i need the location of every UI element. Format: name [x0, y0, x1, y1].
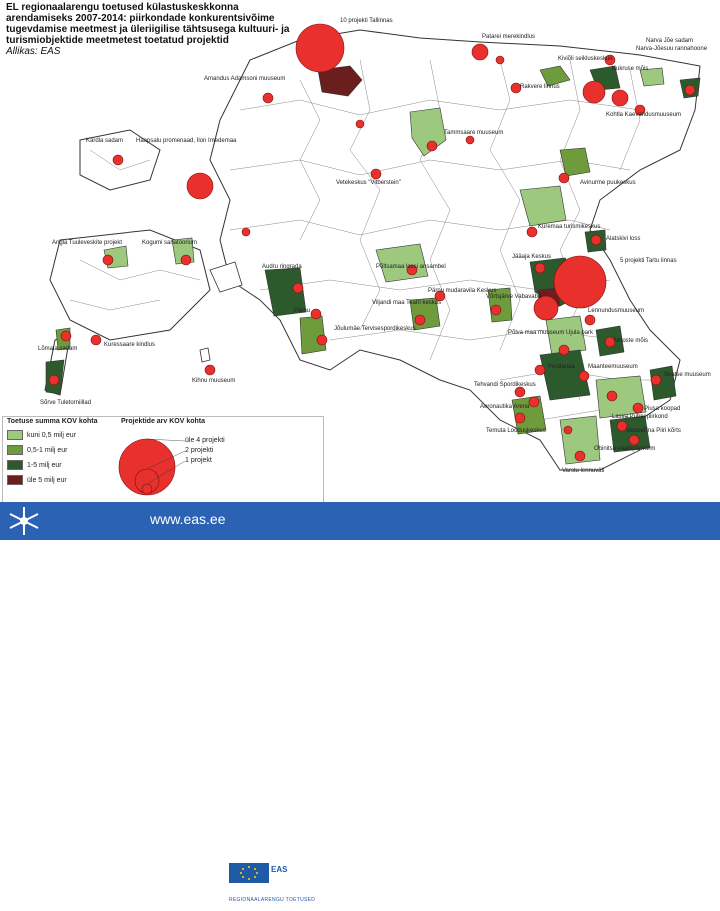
label-piusa: Piusa koopad [644, 406, 681, 412]
circle-tartu [554, 256, 606, 308]
label-varstu: Varstu lennuväli [562, 468, 605, 474]
label-angla: Angla Tuuleveskite projekt [52, 240, 123, 246]
legend-circle-1: üle 4 projekti [185, 437, 225, 444]
legend-class-3: 1-5 milj eur [7, 460, 62, 470]
circle-kardla [113, 155, 123, 165]
label-joulumae: Jõulumäe Tervisespordikeskus [334, 326, 416, 332]
swatch-light [7, 430, 23, 440]
circle-varstu [575, 451, 585, 461]
label-tartu: 5 projekti Tartu linnas [620, 258, 677, 264]
label-tammsaare: Tammsaare muuseum [444, 130, 504, 136]
circle-seatse [651, 375, 661, 385]
title-text: EL regionaalarengu toetused külastuskeskkonna arendamiseks 2007-2014: piirkondade konkurentsivõime tugevdamise meetmest ja üleriigilise tähtsusega kultuuri- ja turismiobjektide meetmetest toetatud projektid [6, 2, 290, 46]
circle-polva [559, 345, 569, 355]
legend-class-2: 0,5-1 milj eur [7, 445, 67, 455]
label-narva-ranna: Narva-Jõesuu rannahoone [636, 46, 708, 52]
circle-tallinn [296, 24, 344, 72]
label-seatse: Seatse muuseum [664, 372, 711, 378]
legend-circle-small [142, 484, 152, 494]
circle-kihnu [205, 365, 215, 375]
label-parnu: Pärnu [294, 308, 311, 314]
circle-audru [293, 283, 303, 293]
label-tallinn: 10 projekti Tallinnas [340, 18, 393, 24]
footer-url[interactable]: www.eas.ee [150, 511, 226, 527]
kihnu-island [200, 348, 210, 362]
circle-amandus [263, 93, 273, 103]
logos [229, 863, 323, 911]
circle-kuressaare [91, 335, 101, 345]
label-lasva: Lasva Puhkepiirkond [612, 414, 668, 420]
circle-tammsaare [427, 141, 437, 151]
eas-logo: EAS [271, 865, 288, 874]
ministry-logo: REGIONAALARENGU TOETUSED [229, 897, 316, 903]
label-poltsamaa: Põltsamaa lossi ansambel [376, 264, 446, 270]
label-kohtla: Kohtla Kaevandusmuuseum [606, 112, 682, 118]
swatch-dark [7, 460, 23, 470]
circle-lennundus [585, 315, 595, 325]
label-maantee: Maanteemuuseum [588, 364, 638, 370]
label-lomala: Lõmala sadam [38, 346, 78, 352]
label-kardla: Kärdla sadam [86, 138, 124, 144]
label-polva: Põlva maa muuseum Ujula park [508, 330, 594, 336]
swatch-darkest [7, 475, 23, 485]
legend-class-1: kuni 0,5 milj eur [7, 430, 76, 440]
label-patarei: Patarei merekindlus [482, 34, 536, 40]
label-pestlanaa: Pestlanaa [548, 364, 575, 370]
label-lennundus: Lennundusmuuseum [588, 308, 645, 314]
circle-avinurme [559, 173, 569, 183]
circle-kogumi [181, 255, 191, 265]
circle-vortsjarve [491, 305, 501, 315]
label-parnumuda: Pärnu mudaravila Keskus [428, 288, 497, 294]
circle-narva [685, 85, 695, 95]
legend-title-left: Toetuse summa KOV kohta [7, 418, 98, 425]
label-vortsjarve: Võrtsjärve Vabavaba [486, 294, 542, 300]
circle-kukruse [612, 90, 628, 106]
circle-extra-5 [496, 56, 504, 64]
circle-extra-4 [564, 426, 572, 434]
label-alatskivi: Alatskivi loss [606, 236, 641, 242]
label-tehvandi: Tehvandi Spordikeskus [474, 382, 536, 388]
label-rakvere: Rakvere linnus [520, 84, 560, 90]
label-avinurme: Avinurme puukeskus [580, 180, 636, 186]
label-jaaaja: Jääaja Keskus [512, 254, 552, 260]
label-temuta: Temuta Looduskeskus [486, 428, 546, 434]
circle-sorve [49, 375, 59, 385]
circle-haapsalu [187, 173, 213, 199]
circle-tehvandi [515, 387, 525, 397]
label-kihnu: Kihnu muuseum [192, 378, 236, 384]
legend-circle-symbols [115, 429, 195, 499]
circle-kuremaa [527, 227, 537, 237]
label-vastseliina: Vastseliina Piiri kõrts [626, 428, 681, 434]
label-amandus: Amandus Adamsoni muuseum [204, 76, 286, 82]
circle-patarei [472, 44, 488, 60]
circle-alatskivi [591, 235, 601, 245]
legend-class-4: üle 5 milj eur [7, 475, 67, 485]
circle-extra-1 [356, 120, 364, 128]
label-kukruse: Kukruse mõis [612, 66, 649, 72]
circle-piusa [633, 403, 643, 413]
circle-maantee [579, 371, 589, 381]
circle-aeronautika [529, 397, 539, 407]
label-haapsalu: Haapsalu promenaad, Ilon Imedemaa [136, 138, 237, 144]
circle-jaaaja [535, 263, 545, 273]
label-kuressaare: Kuressaare kindlus [104, 342, 156, 348]
label-kuremaa: Kuremaa turismikeskus [538, 224, 601, 230]
label-obinitsa: Obinitsa vaateplatvorm [594, 446, 656, 452]
circle-obinitsa [629, 435, 639, 445]
label-narva-sadam: Narva Jõe sadam [646, 38, 694, 44]
legend-circle-2: 2 projekti [185, 447, 214, 454]
circle-vetekeskus [371, 169, 381, 179]
circle-viljandi [415, 315, 425, 325]
eu-flag-icon [229, 863, 269, 883]
label-aeronautika: Aeronautika Arena [480, 404, 530, 410]
circle-joulumae [317, 335, 327, 345]
label-vetekeskus: Vetekeskus "Vitberstein" [336, 180, 401, 186]
footer-bar [0, 502, 720, 540]
circle-lasva [607, 391, 617, 401]
circle-extra-3 [466, 136, 474, 144]
label-audru: Audru ringrada [262, 264, 302, 270]
label-kivioli: Kiviõli seikluskeskus [558, 56, 613, 62]
circle-temuta [515, 413, 525, 423]
label-viljandi: Viljandi maa Teatri keskus [372, 300, 442, 306]
legend-title-right: Projektide arv KOV kohta [121, 418, 206, 425]
circle-angla [103, 255, 113, 265]
circle-rakvere [583, 81, 605, 103]
snowflake-icon [4, 504, 44, 538]
circle-pestlanaa [535, 365, 545, 375]
swatch-mid [7, 445, 23, 455]
source-text: Allikas: EAS [6, 46, 61, 57]
circle-lomala [61, 331, 71, 341]
legend-circle-3: 1 projekt [185, 457, 212, 464]
label-kogumi: Kogumi sanatoorium [142, 240, 198, 246]
circle-parnu-2 [311, 309, 321, 319]
circle-extra-2 [242, 228, 250, 236]
map-title [6, 2, 296, 57]
label-sorve: Sõrve Tuletorniillad [40, 400, 92, 406]
label-mooste: Mooste mõis [614, 338, 649, 344]
